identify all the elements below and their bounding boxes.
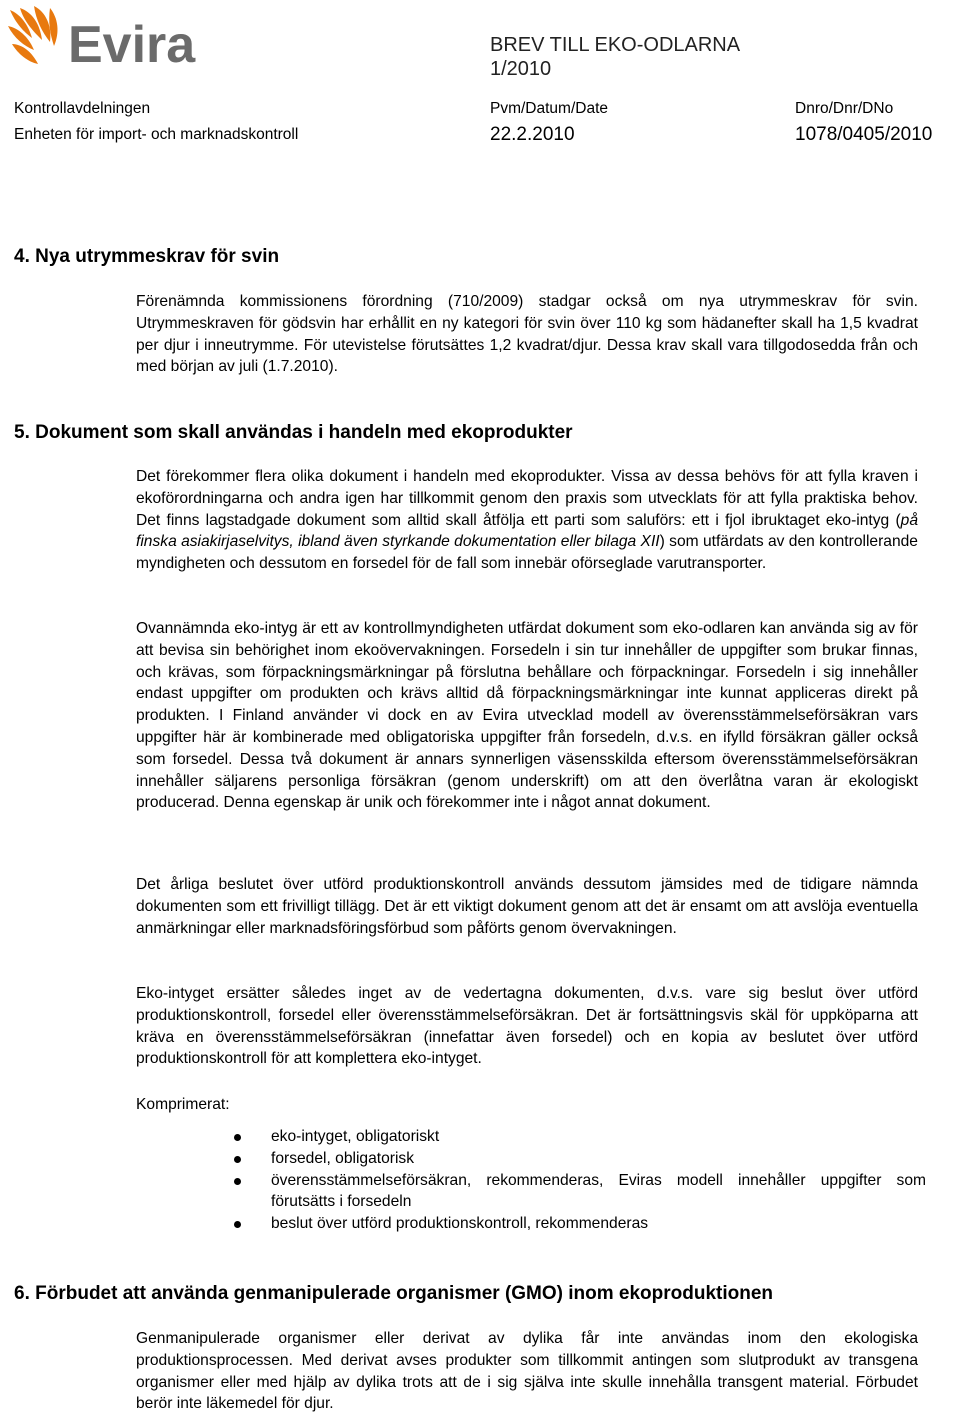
section-6-paragraph: Genmanipulerade organismer eller derivat av dylika får inte användas inom den ekologiska produktionsprocessen. Med derivat avses produkter som tillkommit antingen som slutprodukt av transgena organismer eller med hjälp av dylika trots att de i sig själva inte skulle innehålla transgent material. Förbudet berör inte läkemedel för djur. [136,1330,918,1413]
list-item-text: beslut över utförd produktionskontroll, rekommenderas [271,1215,649,1233]
section-5-heading: 5. Dokument som skall användas i handeln med ekoprodukter [14,422,573,443]
section-4-heading: 4. Nya utrymmeskrav för svin [14,246,280,267]
section-5-paragraph-2: Ovannämnda eko-intyg är ett av kontrollmyndigheten utfärdat dokument som eko-odlaren kan använda sig av för att bevisa sin behörighet inom ekoövervakningen. Forsedeln i sin tur innehåller de uppgifter som brukar finnas, och krävas, som förpackningsmärkningar på förslutna behållare och förpackningar. Forsedeln i sig innehåller endast uppgifter om produkten och krävs alltid då förpackningsmärkningar inte kunnat appliceras direkt på produkten. I Finland använder vi dock en av Evira utvecklad modell av överensstämmelseförsäkran vars uppgifter här är kombinerade med obligatoriska uppgifter från forsedeln, d.v.s. en ifylld försäkran gäller också som forsedel. Dessa två dokument är annars synnerligen väsensskilda eftersom överensstämmelseförsäkran innehåller säljarens personliga försäkran (genom underskrift) om att den överlåtna varan är ekologiskt producerad. Denna egenskap är unik och förekommer inte i något annat dokument. [136,620,918,812]
dnro-label: Dnro/Dnr/DNo [795,100,894,117]
logo-wordmark: Evira [68,16,196,74]
section-6-heading: 6. Förbudet att använda genmanipulerade organismer (GMO) inom ekoproduktionen [14,1283,774,1304]
summary-list [136,1126,926,1235]
bullet-icon [234,1221,241,1228]
list-item-text: eko-intyget, obligatoriskt [271,1128,440,1145]
date-value: 22.2.2010 [490,124,575,145]
list-item-text: överensstämmelseförsäkran, rekommenderas, Eviras modell innehåller uppgifter som förutsätts i forsedeln [271,1171,926,1211]
paragraph-text: ) som utfärdats av den kontrollerande myndigheten och dessutom en forsedel för de fall som innebär oförseglade varutransporter. [136,533,918,573]
document-title-line1: BREV TILL EKO-ODLARNA [490,34,741,56]
list-item [136,1148,926,1170]
unit-label: Enheten för import- och marknadskontroll [14,126,299,143]
document-title-line2: 1/2010 [490,58,552,80]
section-5-paragraph-1 [136,466,918,575]
section-5-paragraph-4: Eko-intyget ersätter således inget av de vedertagna dokumenten, d.v.s. vare sig beslut över utförd produktionskontroll, forsedel eller överensstämmelseförsäkran. Det är fortsättningsvis skäl för uppköparna att kräva en överensstämmelseförsäkran (innefattar även forsedel) och en kopia av beslutet över utförd produktionskontroll för att komplettera eko-intyget. [136,985,918,1068]
bullet-icon [234,1178,241,1185]
paragraph-italic-text: på finska asiakirjaselvitys, ibland även styrkande dokumentation eller bilaga XII [136,511,918,551]
list-item [136,1170,926,1214]
section-4-paragraph: Förenämnda kommissionens förordning (710/2009) stadgar också om nya utrymmeskrav för svin. Utrymmeskraven för gödsvin har erhållit en ny kategori för svin över 110 kg som hädanefter skall ha 1,5 kvadrat per djur i inneutrymme. För utevistelse förutsättes 1,2 kvadrat/djur. Dessa krav skall vara tillgodosedda från och med början av juli (1.7.2010). [136,293,918,376]
dnro-value: 1078/0405/2010 [795,124,933,145]
list-item [136,1213,926,1235]
paragraph-text: Det förekommer flera olika dokument i handeln med ekoprodukter. Vissa av dessa behövs för att fylla kraven i ekoförordningarna och andra igen har tillkommit genom den praxis som utvecklats för att fylla praktiska behov. Det finns lagstadgade dokument som alltid skall åtfölja ett parti som saluförs: ett i fjol ibruktaget eko-intyg ( [136,468,918,529]
list-item [136,1126,926,1148]
department-label: Kontrollavdelningen [14,100,151,117]
list-item-text: forsedel, obligatorisk [271,1149,415,1167]
summary-label: Komprimerat: [136,1096,230,1113]
evira-logo [6,4,226,84]
date-label: Pvm/Datum/Date [490,100,609,117]
bullet-icon [234,1156,241,1163]
document-title [490,33,740,81]
section-5-paragraph-3: Det årliga beslutet över utförd produktionskontroll används dessutom jämsides med de tidigare nämnda dokumenten som ett frivilligt tillägg. Det är ett viktigt dokument genom att det är ensamt om att avslöja eventuella anmärkningar eller marknadsföringsförbud som påförts genom övervakningen. [136,876,918,937]
bullet-icon [234,1134,241,1141]
